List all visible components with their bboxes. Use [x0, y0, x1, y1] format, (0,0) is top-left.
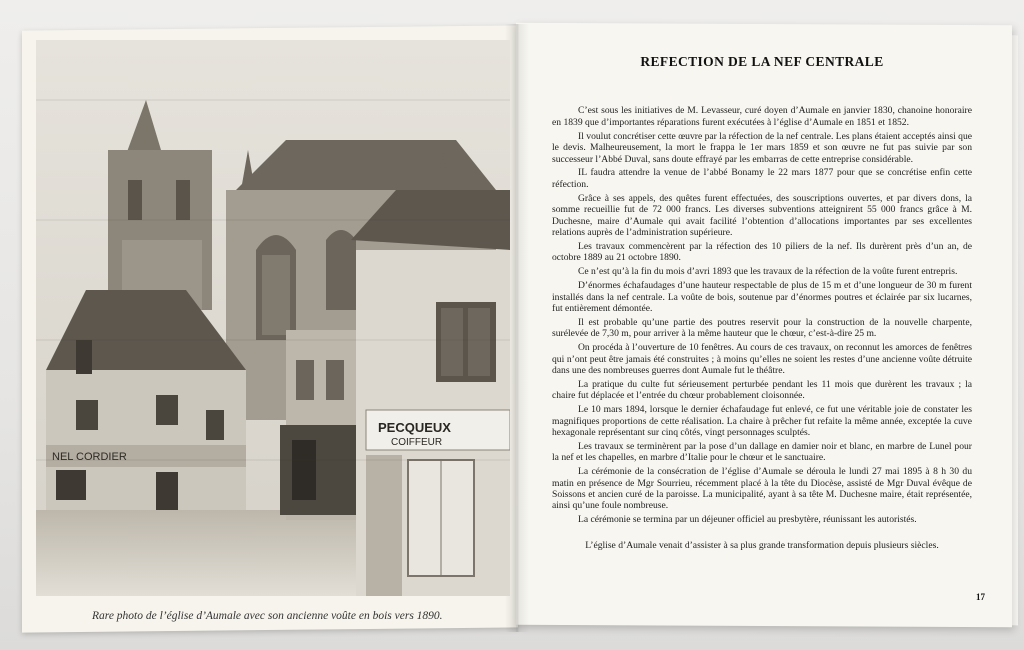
paragraph: La cérémonie se termina par un déjeuner officiel au presbytère, réunissant les autoristés.	[578, 514, 917, 526]
paragraph: Les travaux se terminèrent par la pose d’un dallage en damier noir et blanc, en marbre de Lunel pour la nef et les chapelles, en marbre d’Italie pour le chœur et le sanctuaire.	[552, 440, 972, 464]
closing-sentence: L’église d’Aumale venait d’assister à sa plus grande transformation depuis plusieurs siècles.	[585, 539, 939, 551]
paragraph: Les travaux commencèrent par la réfection des 10 piliers de la nef. Ils durèrent près d’un an, de octobre 1889 au 21 octobre 1890.	[552, 240, 972, 264]
paragraph: D’énormes échafaudages d’une hauteur respectable de plus de 15 m et d’une longueur de 30 m furent installés dans la nef centrale. La voûte de bois, soutenue par d’énormes poutres et éclairée par six lucarnes, fut entièrement démontée.	[552, 280, 972, 314]
paragraph: On procéda à l’ouverture de 10 fenêtres. Au cours de ces travaux, on reconnut les amorces de fenêtres qui n’ont peut être jamais été construites ; à moins qu’elles ne soient les restes d’une ancienne voûte détruite dans une des nombreuses guerres dont Aumale fut le théâtre.	[552, 342, 972, 376]
paragraph: Ce n’est qu’à la fin du mois d’avri 1893 que les travaux de la réfection de la voûte furent entrepris.	[578, 266, 958, 278]
shop-sign-sub: COIFFEUR	[391, 437, 443, 448]
paragraph: La cérémonie de la consécration de l’église d’Aumale se déroula le lundi 27 mai 1895 à 8 h 30 du matin en présence de Mgr Sourrieu, récemment placé à la tête du Diocèse, assisté de Mgr Duval évêque de Soissons et ancien curé de la paroisse. La municipalité, ayant à sa tête M. Duchesne maire, était représentée, ainsi qu’une foule nombreuse.	[552, 466, 972, 512]
paragraph: IL faudra attendre la venue de l’abbé Bonamy le 22 mars 1877 pour que se concrétise enfin cette réfection.	[552, 167, 972, 190]
page-number: 17	[976, 592, 985, 602]
paragraph: Il est probable qu’une partie des poutres reservit pour la construction de la nouvelle charpente, surélevée de 7,30 m, pour arriver à la même hauteur que le chœur, c’est-à-dire 25 m.	[552, 316, 972, 340]
article	[552, 56, 972, 554]
paragraph: Il voulut concrétiser cette œuvre par la réfection de la nef centrale. Les plans étaient acceptés ainsi que le devis. Malheureusement, la mort le frappa le 1er mars 1859 et son œuvre ne fut pas suivie par son successeur l’Abbé Duval, sans doute effrayé par les embarras de cette entreprise considérable.	[552, 130, 972, 165]
photo-caption: Rare photo de l’église d’Aumale avec son ancienne voûte en bois vers 1890.	[92, 610, 443, 622]
article-title: REFECTION DE LA NEF CENTRALE	[640, 54, 884, 69]
left-shop-sign: NEL CORDIER	[52, 451, 127, 463]
shop-sign: PECQUEUX	[378, 420, 451, 435]
church-photo-illustration	[36, 40, 510, 596]
church-photo	[36, 40, 510, 596]
paragraph: C’est sous les initiatives de M. Levasseur, curé doyen d’Aumale en janvier 1830, chanoine honoraire en 1839 que d’importantes réparations furent exécutées à l’église d’Aumale en 1851 et 1852.	[552, 105, 972, 128]
paragraph: Grâce à ses appels, des quêtes furent effectuées, des souscriptions ouvertes, et par divers dons, la somme recueillie fut de 72 000 francs. Les diverses subventions atteignirent 55 000 francs grâce à M. Duchesne, maire d’Aumale qui avait facilité l’obtention d’allocations importantes par ses excellentes relations auprès de l’administration supérieure.	[552, 192, 972, 238]
paragraph: La pratique du culte fut sérieusement perturbée pendant les 11 mois que durèrent les travaux ; la chaire fut déplacée et l’entrée du chœur probablement cloisonnée.	[552, 378, 972, 402]
paragraph: Le 10 mars 1894, lorsque le dernier échafaudage fut enlevé, ce fut une véritable joie de constater les magnifiques proportions de cette réalisation. La chaire à prêcher fut refaite la même année, exceptée la cuve hexagonale représentant sur cinq côtés, vingt personnages sculptés.	[552, 404, 972, 438]
